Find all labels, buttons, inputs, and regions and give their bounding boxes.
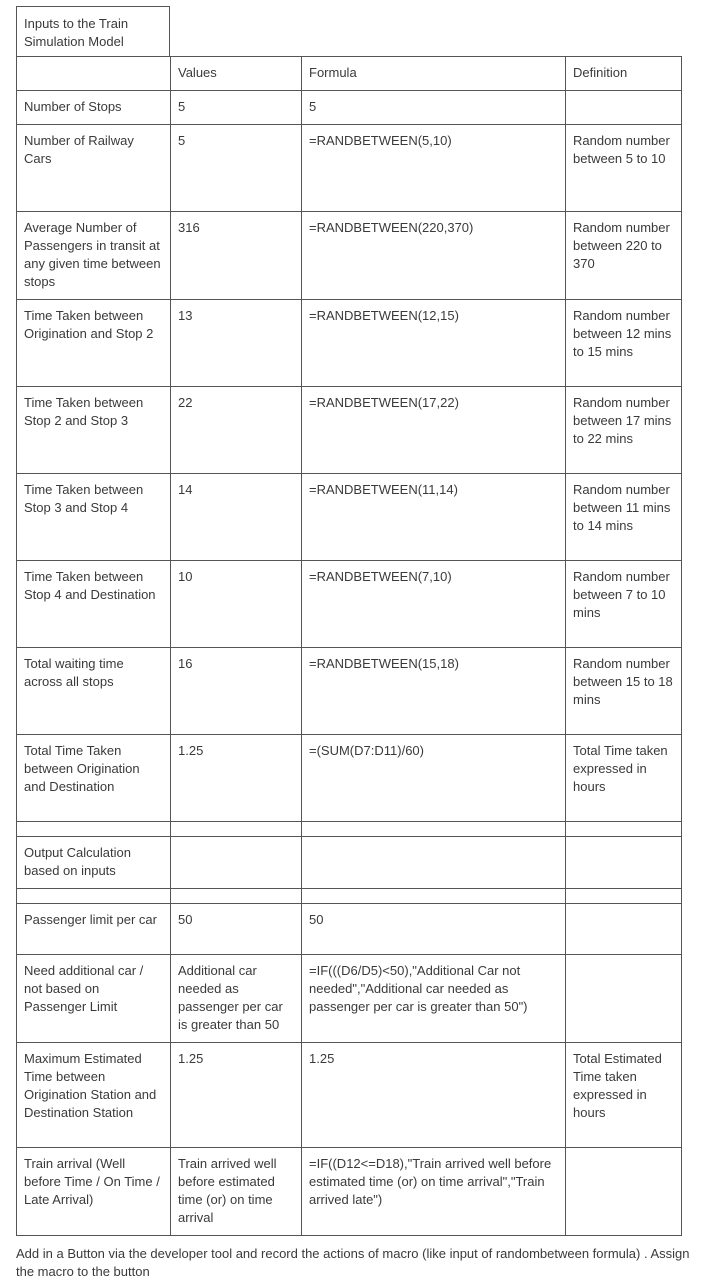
table-row	[17, 125, 682, 212]
row-formula: =RANDBETWEEN(17,22)	[302, 387, 566, 474]
row-value: 13	[171, 300, 302, 387]
row-formula: =RANDBETWEEN(7,10)	[302, 561, 566, 648]
row-formula: =IF(((D6/D5)<50),"Additional Car not needed","Additional car needed as passenger per car is greater than 50")	[302, 955, 566, 1043]
row-label: Time Taken between Stop 3 and Stop 4	[17, 474, 171, 561]
row-formula: =(SUM(D7:D11)/60)	[302, 735, 566, 822]
row-value: 316	[171, 212, 302, 300]
row-definition	[566, 904, 682, 955]
table-row	[17, 387, 682, 474]
spacer-row	[17, 822, 682, 837]
row-label: Time Taken between Origination and Stop 2	[17, 300, 171, 387]
spacer-row	[17, 889, 682, 904]
row-value: 1.25	[171, 735, 302, 822]
row-definition	[566, 955, 682, 1043]
header-row	[17, 57, 682, 91]
row-definition: Total Estimated Time taken expressed in hours	[566, 1043, 682, 1148]
header-cell-blank	[17, 57, 171, 91]
table-row	[17, 300, 682, 387]
row-label: Maximum Estimated Time between Origination Station and Destination Station	[17, 1043, 171, 1148]
table-row	[17, 1043, 682, 1148]
row-formula: =RANDBETWEEN(15,18)	[302, 648, 566, 735]
row-value: Additional car needed as passenger per car is greater than 50	[171, 955, 302, 1043]
table-row	[17, 904, 682, 955]
table-row	[17, 1148, 682, 1236]
row-label: Time Taken between Stop 4 and Destination	[17, 561, 171, 648]
macro-instruction-note: Add in a Button via the developer tool and record the actions of macro (like input of randombetween formula) . Assign the macro to the button	[16, 1246, 690, 1279]
table-row	[17, 91, 682, 125]
row-label: Passenger limit per car	[17, 904, 171, 955]
table-row	[17, 561, 682, 648]
row-formula: =IF((D12<=D18),"Train arrived well before estimated time (or) on time arrival","Train arrived late")	[302, 1148, 566, 1236]
row-definition: Random number between 220 to 370	[566, 212, 682, 300]
section-row	[17, 837, 682, 889]
row-definition: Random number between 12 mins to 15 mins	[566, 300, 682, 387]
row-label: Time Taken between Stop 2 and Stop 3	[17, 387, 171, 474]
table-row	[17, 648, 682, 735]
row-definition	[566, 91, 682, 125]
row-definition: Random number between 15 to 18 mins	[566, 648, 682, 735]
row-value: 5	[171, 91, 302, 125]
row-definition: Random number between 17 mins to 22 mins	[566, 387, 682, 474]
header-cell-values: Values	[171, 57, 302, 91]
header-cell-definition: Definition	[566, 57, 682, 91]
row-value: 50	[171, 904, 302, 955]
row-value: 22	[171, 387, 302, 474]
row-formula: =RANDBETWEEN(220,370)	[302, 212, 566, 300]
simulation-table	[16, 56, 682, 1236]
row-definition: Random number between 5 to 10	[566, 125, 682, 212]
row-definition: Random number between 7 to 10 mins	[566, 561, 682, 648]
row-formula: 50	[302, 904, 566, 955]
row-label: Train arrival (Well before Time / On Time / Late Arrival)	[17, 1148, 171, 1236]
row-definition: Total Time taken expressed in hours	[566, 735, 682, 822]
row-definition	[566, 1148, 682, 1236]
row-formula: =RANDBETWEEN(11,14)	[302, 474, 566, 561]
row-label: Total Time Taken between Origination and Destination	[17, 735, 171, 822]
row-formula: =RANDBETWEEN(12,15)	[302, 300, 566, 387]
output-section-title: Output Calculation based on inputs	[17, 837, 171, 889]
row-value: Train arrived well before estimated time (or) on time arrival	[171, 1148, 302, 1236]
model-title: Inputs to the Train Simulation Model	[16, 6, 170, 56]
row-label: Number of Railway Cars	[17, 125, 171, 212]
row-label: Average Number of Passengers in transit at any given time between stops	[17, 212, 171, 300]
row-value: 5	[171, 125, 302, 212]
row-formula: 5	[302, 91, 566, 125]
row-label: Total waiting time across all stops	[17, 648, 171, 735]
table-row	[17, 735, 682, 822]
row-formula: =RANDBETWEEN(5,10)	[302, 125, 566, 212]
table-row	[17, 955, 682, 1043]
row-value: 16	[171, 648, 302, 735]
row-label: Number of Stops	[17, 91, 171, 125]
row-formula: 1.25	[302, 1043, 566, 1148]
row-value: 1.25	[171, 1043, 302, 1148]
row-definition: Random number between 11 mins to 14 mins	[566, 474, 682, 561]
header-cell-formula: Formula	[302, 57, 566, 91]
table-row	[17, 474, 682, 561]
row-label: Need additional car / not based on Passenger Limit	[17, 955, 171, 1043]
table-row	[17, 212, 682, 300]
row-value: 10	[171, 561, 302, 648]
row-value: 14	[171, 474, 302, 561]
